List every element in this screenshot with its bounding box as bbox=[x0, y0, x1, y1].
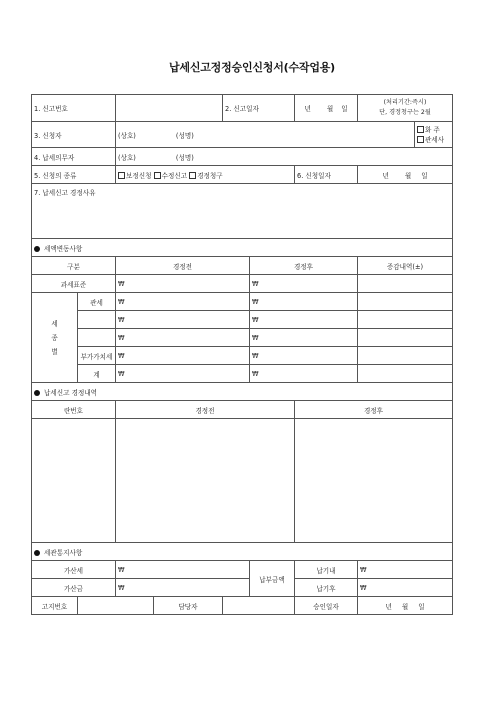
approval-date-field[interactable]: 년 월 일 bbox=[358, 597, 453, 615]
obligor-name-label: (성명) bbox=[175, 153, 194, 162]
applicant-name-label: (성명) bbox=[175, 131, 194, 140]
obligor-field[interactable] bbox=[116, 148, 453, 166]
tax-base-after[interactable]: ₩ bbox=[250, 275, 358, 293]
tax-row-diff[interactable] bbox=[358, 347, 453, 365]
surtax-label: 가산세 bbox=[32, 561, 116, 579]
tax-header-category: 구분 bbox=[32, 257, 116, 275]
request-date-field[interactable]: 년 월 일 bbox=[358, 166, 453, 184]
notice-section-title: 세관통지사항 bbox=[32, 543, 453, 561]
applicant-option-broker[interactable]: 관세사 bbox=[417, 135, 450, 145]
tax-row-label bbox=[78, 311, 116, 329]
tax-row-label: 부가가치세 bbox=[78, 347, 116, 365]
surcharge-label: 가산금 bbox=[32, 579, 116, 597]
tax-row-after[interactable]: ₩ bbox=[250, 365, 358, 383]
page-title: 납세신고정정승인신청서(수작업용) bbox=[168, 61, 336, 74]
by-tax-label: 세 종 별 bbox=[32, 293, 78, 383]
payment-label: 납부금액 bbox=[250, 561, 295, 597]
applicant-label: 3. 신청자 bbox=[32, 122, 116, 148]
tax-base-diff[interactable] bbox=[358, 275, 453, 293]
tax-change-section-title: 세액변동사항 bbox=[32, 239, 453, 257]
correction-header-field-no: 란번호 bbox=[32, 401, 116, 419]
report-no-field[interactable] bbox=[116, 95, 223, 122]
tax-base-before[interactable]: ₩ bbox=[116, 275, 250, 293]
report-no-label: 1. 신고번호 bbox=[32, 95, 116, 122]
tax-row-diff[interactable] bbox=[358, 311, 453, 329]
bullet-icon bbox=[34, 246, 40, 252]
officer-field[interactable] bbox=[223, 597, 295, 615]
after-term-label: 납기후 bbox=[295, 579, 358, 597]
correction-field-no-area[interactable] bbox=[32, 419, 116, 543]
request-type-options bbox=[116, 166, 295, 184]
tax-row-before[interactable]: ₩ bbox=[116, 347, 250, 365]
checkbox-icon bbox=[417, 126, 424, 133]
applicant-option-owner[interactable]: 화 주 bbox=[417, 125, 450, 135]
request-date-label: 6. 신청일자 bbox=[295, 166, 358, 184]
tax-row-label bbox=[78, 329, 116, 347]
tax-row-before[interactable]: ₩ bbox=[116, 293, 250, 311]
correction-after-area[interactable] bbox=[295, 419, 453, 543]
tax-row-before[interactable]: ₩ bbox=[116, 365, 250, 383]
notice-no-label: 고지번호 bbox=[32, 597, 78, 615]
obligor-company-label: (상호) bbox=[118, 153, 136, 162]
in-term-field[interactable]: ₩ bbox=[358, 561, 453, 579]
checkbox-icon bbox=[118, 172, 125, 179]
surcharge-field[interactable]: ₩ bbox=[116, 579, 250, 597]
correction-header-before: 경정전 bbox=[116, 401, 295, 419]
correction-section-title: 납세신고 경정내역 bbox=[32, 383, 453, 401]
tax-row-diff[interactable] bbox=[358, 293, 453, 311]
tax-row-label: 계 bbox=[78, 365, 116, 383]
request-type-label: 5. 신청의 종류 bbox=[32, 166, 116, 184]
bullet-icon bbox=[34, 390, 40, 396]
surtax-field[interactable]: ₩ bbox=[116, 561, 250, 579]
officer-label: 담당자 bbox=[154, 597, 223, 615]
application-form bbox=[31, 94, 453, 615]
applicant-company-label: (상호) bbox=[118, 131, 136, 140]
applicant-field[interactable] bbox=[116, 122, 415, 148]
tax-row-diff[interactable] bbox=[358, 329, 453, 347]
processing-period-note: 단, 경정청구는 2월 bbox=[379, 109, 431, 116]
checkbox-icon bbox=[417, 136, 424, 143]
reason-label: 7. 납세신고 경정사유 bbox=[34, 189, 96, 197]
tax-base-label: 과세표준 bbox=[32, 275, 116, 293]
tax-header-before: 경정전 bbox=[116, 257, 250, 275]
tax-row-after[interactable]: ₩ bbox=[250, 329, 358, 347]
in-term-label: 납기내 bbox=[295, 561, 358, 579]
tax-row-after[interactable]: ₩ bbox=[250, 311, 358, 329]
approval-date-label: 승인일자 bbox=[295, 597, 358, 615]
checkbox-icon bbox=[154, 172, 161, 179]
tax-row-after[interactable]: ₩ bbox=[250, 293, 358, 311]
tax-row-label: 관세 bbox=[78, 293, 116, 311]
obligor-label: 4. 납세의무자 bbox=[32, 148, 116, 166]
processing-period-label: (처리기간:즉시) bbox=[383, 99, 427, 106]
correction-header-after: 경정후 bbox=[295, 401, 453, 419]
report-date-field[interactable]: 년 월 일 bbox=[295, 95, 358, 122]
report-date-label: 2. 신고일자 bbox=[223, 95, 295, 122]
option-amend[interactable]: 수정신고 bbox=[154, 172, 187, 180]
notice-no-field[interactable] bbox=[78, 597, 154, 615]
tax-row-after[interactable]: ₩ bbox=[250, 347, 358, 365]
processing-period bbox=[358, 95, 453, 122]
tax-row-before[interactable]: ₩ bbox=[116, 311, 250, 329]
bullet-icon bbox=[34, 550, 40, 556]
tax-header-diff: 증감내역(±) bbox=[358, 257, 453, 275]
correction-before-area[interactable] bbox=[116, 419, 295, 543]
applicant-type bbox=[415, 122, 453, 148]
tax-row-diff[interactable] bbox=[358, 365, 453, 383]
tax-row-before[interactable]: ₩ bbox=[116, 329, 250, 347]
reason-area[interactable] bbox=[32, 184, 453, 239]
option-supplement[interactable]: 보정신청 bbox=[118, 172, 151, 180]
option-correction-claim[interactable]: 경정청구 bbox=[189, 172, 222, 180]
checkbox-icon bbox=[189, 172, 196, 179]
after-term-field[interactable]: ₩ bbox=[358, 579, 453, 597]
tax-header-after: 경정후 bbox=[250, 257, 358, 275]
